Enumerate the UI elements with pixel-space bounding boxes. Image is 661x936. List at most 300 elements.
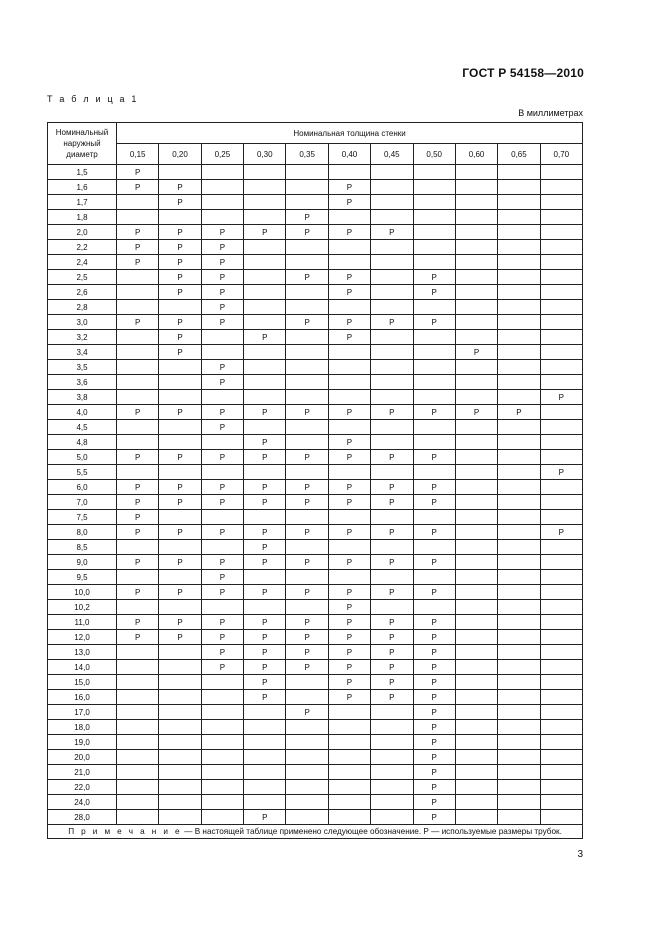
empty-cell <box>413 420 455 435</box>
page-number: 3 <box>577 849 583 860</box>
size-mark-cell: Р <box>244 585 286 600</box>
diameter-cell: 2,8 <box>48 300 117 315</box>
empty-cell <box>117 675 159 690</box>
empty-cell <box>286 255 328 270</box>
empty-cell <box>371 420 413 435</box>
empty-cell <box>328 750 370 765</box>
size-mark-cell: Р <box>413 645 455 660</box>
table-note <box>48 825 583 839</box>
size-mark-cell: Р <box>117 615 159 630</box>
empty-cell <box>540 675 582 690</box>
empty-cell <box>413 540 455 555</box>
empty-cell <box>159 645 201 660</box>
size-mark-cell: Р <box>540 465 582 480</box>
empty-cell <box>413 165 455 180</box>
empty-cell <box>540 615 582 630</box>
empty-cell <box>371 210 413 225</box>
empty-cell <box>498 240 540 255</box>
empty-cell <box>286 465 328 480</box>
size-mark-cell: Р <box>201 570 243 585</box>
size-mark-cell: Р <box>286 270 328 285</box>
size-mark-cell: Р <box>244 480 286 495</box>
empty-cell <box>498 255 540 270</box>
empty-cell <box>455 450 497 465</box>
empty-cell <box>455 690 497 705</box>
empty-cell <box>498 480 540 495</box>
table-row <box>48 765 583 780</box>
thickness-column-header: 0,25 <box>201 144 243 165</box>
empty-cell <box>286 675 328 690</box>
empty-cell <box>201 435 243 450</box>
empty-cell <box>201 540 243 555</box>
empty-cell <box>455 645 497 660</box>
empty-cell <box>455 480 497 495</box>
size-mark-cell: Р <box>117 180 159 195</box>
empty-cell <box>201 465 243 480</box>
empty-cell <box>117 780 159 795</box>
size-mark-cell: Р <box>328 600 370 615</box>
table-row <box>48 810 583 825</box>
empty-cell <box>540 225 582 240</box>
size-mark-cell: Р <box>328 450 370 465</box>
diameter-header-line2: наружный <box>63 139 101 148</box>
empty-cell <box>498 765 540 780</box>
empty-cell <box>371 180 413 195</box>
empty-cell <box>328 360 370 375</box>
empty-cell <box>117 210 159 225</box>
size-mark-cell: Р <box>328 495 370 510</box>
empty-cell <box>455 630 497 645</box>
size-mark-cell: Р <box>328 225 370 240</box>
size-mark-cell: Р <box>413 525 455 540</box>
empty-cell <box>371 435 413 450</box>
size-mark-cell: Р <box>201 255 243 270</box>
diameter-header <box>48 123 117 165</box>
size-mark-cell: Р <box>244 540 286 555</box>
empty-cell <box>201 180 243 195</box>
empty-cell <box>413 570 455 585</box>
empty-cell <box>201 195 243 210</box>
empty-cell <box>244 780 286 795</box>
empty-cell <box>159 570 201 585</box>
size-mark-cell: Р <box>201 645 243 660</box>
empty-cell <box>117 705 159 720</box>
empty-cell <box>328 780 370 795</box>
table-row <box>48 540 583 555</box>
diameter-cell: 3,8 <box>48 390 117 405</box>
empty-cell <box>371 465 413 480</box>
empty-cell <box>159 720 201 735</box>
diameter-cell: 21,0 <box>48 765 117 780</box>
empty-cell <box>455 165 497 180</box>
empty-cell <box>413 510 455 525</box>
empty-cell <box>328 765 370 780</box>
size-mark-cell: Р <box>244 675 286 690</box>
size-mark-cell: Р <box>286 705 328 720</box>
empty-cell <box>498 375 540 390</box>
empty-cell <box>540 480 582 495</box>
table-row <box>48 330 583 345</box>
empty-cell <box>286 795 328 810</box>
size-mark-cell: Р <box>159 405 201 420</box>
empty-cell <box>413 465 455 480</box>
size-mark-cell: Р <box>413 735 455 750</box>
size-mark-cell: Р <box>371 225 413 240</box>
size-mark-cell: Р <box>244 435 286 450</box>
size-mark-cell: Р <box>413 285 455 300</box>
diameter-cell: 4,5 <box>48 420 117 435</box>
empty-cell <box>328 510 370 525</box>
note-text: — В настоящей таблице применено следующее обозначение. Р — используемые размеры трубок. <box>181 827 562 836</box>
size-mark-cell: Р <box>328 615 370 630</box>
diameter-cell: 2,4 <box>48 255 117 270</box>
empty-cell <box>201 165 243 180</box>
empty-cell <box>413 300 455 315</box>
size-mark-cell: Р <box>244 660 286 675</box>
empty-cell <box>540 330 582 345</box>
diameter-cell: 22,0 <box>48 780 117 795</box>
size-mark-cell: Р <box>328 645 370 660</box>
empty-cell <box>455 810 497 825</box>
diameter-cell: 9,5 <box>48 570 117 585</box>
size-mark-cell: Р <box>117 315 159 330</box>
diameter-cell: 7,0 <box>48 495 117 510</box>
table-row <box>48 735 583 750</box>
size-mark-cell: Р <box>328 525 370 540</box>
empty-cell <box>455 675 497 690</box>
units-label: В миллиметрах <box>518 108 583 118</box>
diameter-cell: 7,5 <box>48 510 117 525</box>
thickness-column-header: 0,50 <box>413 144 455 165</box>
diameter-cell: 6,0 <box>48 480 117 495</box>
empty-cell <box>455 540 497 555</box>
empty-cell <box>540 645 582 660</box>
diameter-cell: 17,0 <box>48 705 117 720</box>
size-mark-cell: Р <box>159 495 201 510</box>
empty-cell <box>286 285 328 300</box>
size-mark-cell: Р <box>159 630 201 645</box>
empty-cell <box>286 390 328 405</box>
diameter-cell: 10,2 <box>48 600 117 615</box>
empty-cell <box>455 720 497 735</box>
empty-cell <box>159 210 201 225</box>
empty-cell <box>286 420 328 435</box>
empty-cell <box>371 765 413 780</box>
empty-cell <box>413 195 455 210</box>
empty-cell <box>498 495 540 510</box>
size-mark-cell: Р <box>159 315 201 330</box>
empty-cell <box>159 465 201 480</box>
size-mark-cell: Р <box>286 615 328 630</box>
size-mark-cell: Р <box>201 585 243 600</box>
diameter-cell: 19,0 <box>48 735 117 750</box>
empty-cell <box>498 390 540 405</box>
empty-cell <box>244 705 286 720</box>
size-mark-cell: Р <box>244 495 286 510</box>
empty-cell <box>455 570 497 585</box>
size-mark-cell: Р <box>117 405 159 420</box>
empty-cell <box>371 255 413 270</box>
empty-cell <box>498 180 540 195</box>
empty-cell <box>201 210 243 225</box>
size-mark-cell: Р <box>328 585 370 600</box>
size-mark-cell: Р <box>159 270 201 285</box>
size-mark-cell: Р <box>159 345 201 360</box>
empty-cell <box>498 315 540 330</box>
size-mark-cell: Р <box>371 615 413 630</box>
thickness-column-header: 0,40 <box>328 144 370 165</box>
table-row <box>48 420 583 435</box>
size-mark-cell: Р <box>159 180 201 195</box>
empty-cell <box>117 270 159 285</box>
empty-cell <box>328 375 370 390</box>
size-mark-cell: Р <box>117 450 159 465</box>
empty-cell <box>286 570 328 585</box>
size-mark-cell: Р <box>328 630 370 645</box>
empty-cell <box>286 720 328 735</box>
empty-cell <box>244 195 286 210</box>
table-row <box>48 450 583 465</box>
table-row <box>48 585 583 600</box>
size-mark-cell: Р <box>159 285 201 300</box>
table-row <box>48 375 583 390</box>
size-mark-cell: Р <box>328 285 370 300</box>
empty-cell <box>498 735 540 750</box>
empty-cell <box>498 330 540 345</box>
size-mark-cell: Р <box>117 480 159 495</box>
empty-cell <box>286 180 328 195</box>
empty-cell <box>498 450 540 465</box>
table-row <box>48 720 583 735</box>
table-row <box>48 555 583 570</box>
empty-cell <box>455 390 497 405</box>
thickness-column-header: 0,20 <box>159 144 201 165</box>
thickness-group-header: Номинальная толщина стенки <box>117 123 583 144</box>
thickness-column-header: 0,30 <box>244 144 286 165</box>
size-mark-cell: Р <box>371 690 413 705</box>
empty-cell <box>455 210 497 225</box>
empty-cell <box>498 630 540 645</box>
size-mark-cell: Р <box>201 375 243 390</box>
empty-cell <box>455 660 497 675</box>
empty-cell <box>455 510 497 525</box>
empty-cell <box>159 375 201 390</box>
empty-cell <box>540 510 582 525</box>
empty-cell <box>244 240 286 255</box>
empty-cell <box>371 360 413 375</box>
empty-cell <box>244 255 286 270</box>
table-row <box>48 630 583 645</box>
diameter-cell: 14,0 <box>48 660 117 675</box>
empty-cell <box>159 675 201 690</box>
empty-cell <box>159 600 201 615</box>
empty-cell <box>540 585 582 600</box>
table-row <box>48 615 583 630</box>
empty-cell <box>540 795 582 810</box>
diameter-cell: 18,0 <box>48 720 117 735</box>
empty-cell <box>498 750 540 765</box>
empty-cell <box>159 795 201 810</box>
empty-cell <box>159 420 201 435</box>
empty-cell <box>244 360 286 375</box>
diameter-cell: 1,7 <box>48 195 117 210</box>
size-mark-cell: Р <box>371 450 413 465</box>
empty-cell <box>159 690 201 705</box>
size-mark-cell: Р <box>455 405 497 420</box>
empty-cell <box>371 240 413 255</box>
size-mark-cell: Р <box>413 450 455 465</box>
empty-cell <box>201 720 243 735</box>
empty-cell <box>286 165 328 180</box>
empty-cell <box>455 285 497 300</box>
empty-cell <box>117 300 159 315</box>
empty-cell <box>159 780 201 795</box>
size-mark-cell: Р <box>328 690 370 705</box>
empty-cell <box>540 300 582 315</box>
size-mark-cell: Р <box>286 480 328 495</box>
empty-cell <box>159 750 201 765</box>
empty-cell <box>244 345 286 360</box>
size-mark-cell: Р <box>413 690 455 705</box>
thickness-column-header: 0,35 <box>286 144 328 165</box>
empty-cell <box>117 720 159 735</box>
thickness-column-header: 0,15 <box>117 144 159 165</box>
size-mark-cell: Р <box>244 810 286 825</box>
empty-cell <box>498 435 540 450</box>
empty-cell <box>371 345 413 360</box>
empty-cell <box>540 540 582 555</box>
empty-cell <box>328 390 370 405</box>
empty-cell <box>413 225 455 240</box>
empty-cell <box>286 780 328 795</box>
empty-cell <box>159 390 201 405</box>
size-mark-cell: Р <box>244 405 286 420</box>
diameter-cell: 9,0 <box>48 555 117 570</box>
thickness-column-header: 0,65 <box>498 144 540 165</box>
size-mark-cell: Р <box>286 315 328 330</box>
empty-cell <box>371 720 413 735</box>
empty-cell <box>201 330 243 345</box>
size-mark-cell: Р <box>328 315 370 330</box>
empty-cell <box>498 345 540 360</box>
table-row <box>48 525 583 540</box>
empty-cell <box>455 225 497 240</box>
empty-cell <box>540 435 582 450</box>
diameter-cell: 13,0 <box>48 645 117 660</box>
empty-cell <box>286 300 328 315</box>
empty-cell <box>201 390 243 405</box>
diameter-cell: 5,5 <box>48 465 117 480</box>
empty-cell <box>328 810 370 825</box>
table-row <box>48 360 583 375</box>
empty-cell <box>244 300 286 315</box>
empty-cell <box>117 375 159 390</box>
empty-cell <box>498 675 540 690</box>
empty-cell <box>328 540 370 555</box>
empty-cell <box>201 600 243 615</box>
table-row <box>48 645 583 660</box>
empty-cell <box>540 705 582 720</box>
size-mark-cell: Р <box>286 405 328 420</box>
empty-cell <box>244 375 286 390</box>
size-mark-cell: Р <box>371 495 413 510</box>
empty-cell <box>117 765 159 780</box>
empty-cell <box>244 720 286 735</box>
empty-cell <box>286 375 328 390</box>
size-mark-cell: Р <box>244 630 286 645</box>
diameter-cell: 2,5 <box>48 270 117 285</box>
size-mark-cell: Р <box>244 690 286 705</box>
empty-cell <box>498 525 540 540</box>
size-mark-cell: Р <box>201 270 243 285</box>
empty-cell <box>413 210 455 225</box>
size-mark-cell: Р <box>201 360 243 375</box>
size-mark-cell: Р <box>117 225 159 240</box>
empty-cell <box>540 165 582 180</box>
size-mark-cell: Р <box>201 630 243 645</box>
thickness-columns-row <box>48 144 583 165</box>
size-mark-cell: Р <box>371 555 413 570</box>
empty-cell <box>244 390 286 405</box>
empty-cell <box>455 330 497 345</box>
size-mark-cell: Р <box>328 660 370 675</box>
empty-cell <box>328 255 370 270</box>
size-mark-cell: Р <box>159 330 201 345</box>
thickness-column-header: 0,45 <box>371 144 413 165</box>
empty-cell <box>455 255 497 270</box>
empty-cell <box>286 330 328 345</box>
size-mark-cell: Р <box>159 480 201 495</box>
empty-cell <box>117 540 159 555</box>
size-mark-cell: Р <box>159 255 201 270</box>
size-mark-cell: Р <box>117 240 159 255</box>
empty-cell <box>540 630 582 645</box>
table-row <box>48 225 583 240</box>
size-mark-cell: Р <box>244 225 286 240</box>
empty-cell <box>498 165 540 180</box>
empty-cell <box>371 570 413 585</box>
empty-cell <box>455 375 497 390</box>
size-mark-cell: Р <box>286 555 328 570</box>
empty-cell <box>498 660 540 675</box>
empty-cell <box>201 690 243 705</box>
size-mark-cell: Р <box>328 330 370 345</box>
size-mark-cell: Р <box>498 405 540 420</box>
empty-cell <box>244 765 286 780</box>
size-mark-cell: Р <box>286 645 328 660</box>
empty-cell <box>328 210 370 225</box>
diameter-header-line1: Номинальный <box>55 128 109 137</box>
empty-cell <box>413 600 455 615</box>
size-mark-cell: Р <box>286 525 328 540</box>
empty-cell <box>201 345 243 360</box>
size-mark-cell: Р <box>371 660 413 675</box>
empty-cell <box>540 720 582 735</box>
empty-cell <box>244 510 286 525</box>
empty-cell <box>244 795 286 810</box>
empty-cell <box>413 330 455 345</box>
empty-cell <box>201 510 243 525</box>
size-mark-cell: Р <box>117 555 159 570</box>
size-mark-cell: Р <box>117 510 159 525</box>
empty-cell <box>455 270 497 285</box>
empty-cell <box>498 615 540 630</box>
empty-cell <box>328 795 370 810</box>
empty-cell <box>371 810 413 825</box>
size-mark-cell: Р <box>413 660 455 675</box>
empty-cell <box>117 660 159 675</box>
size-mark-cell: Р <box>244 525 286 540</box>
